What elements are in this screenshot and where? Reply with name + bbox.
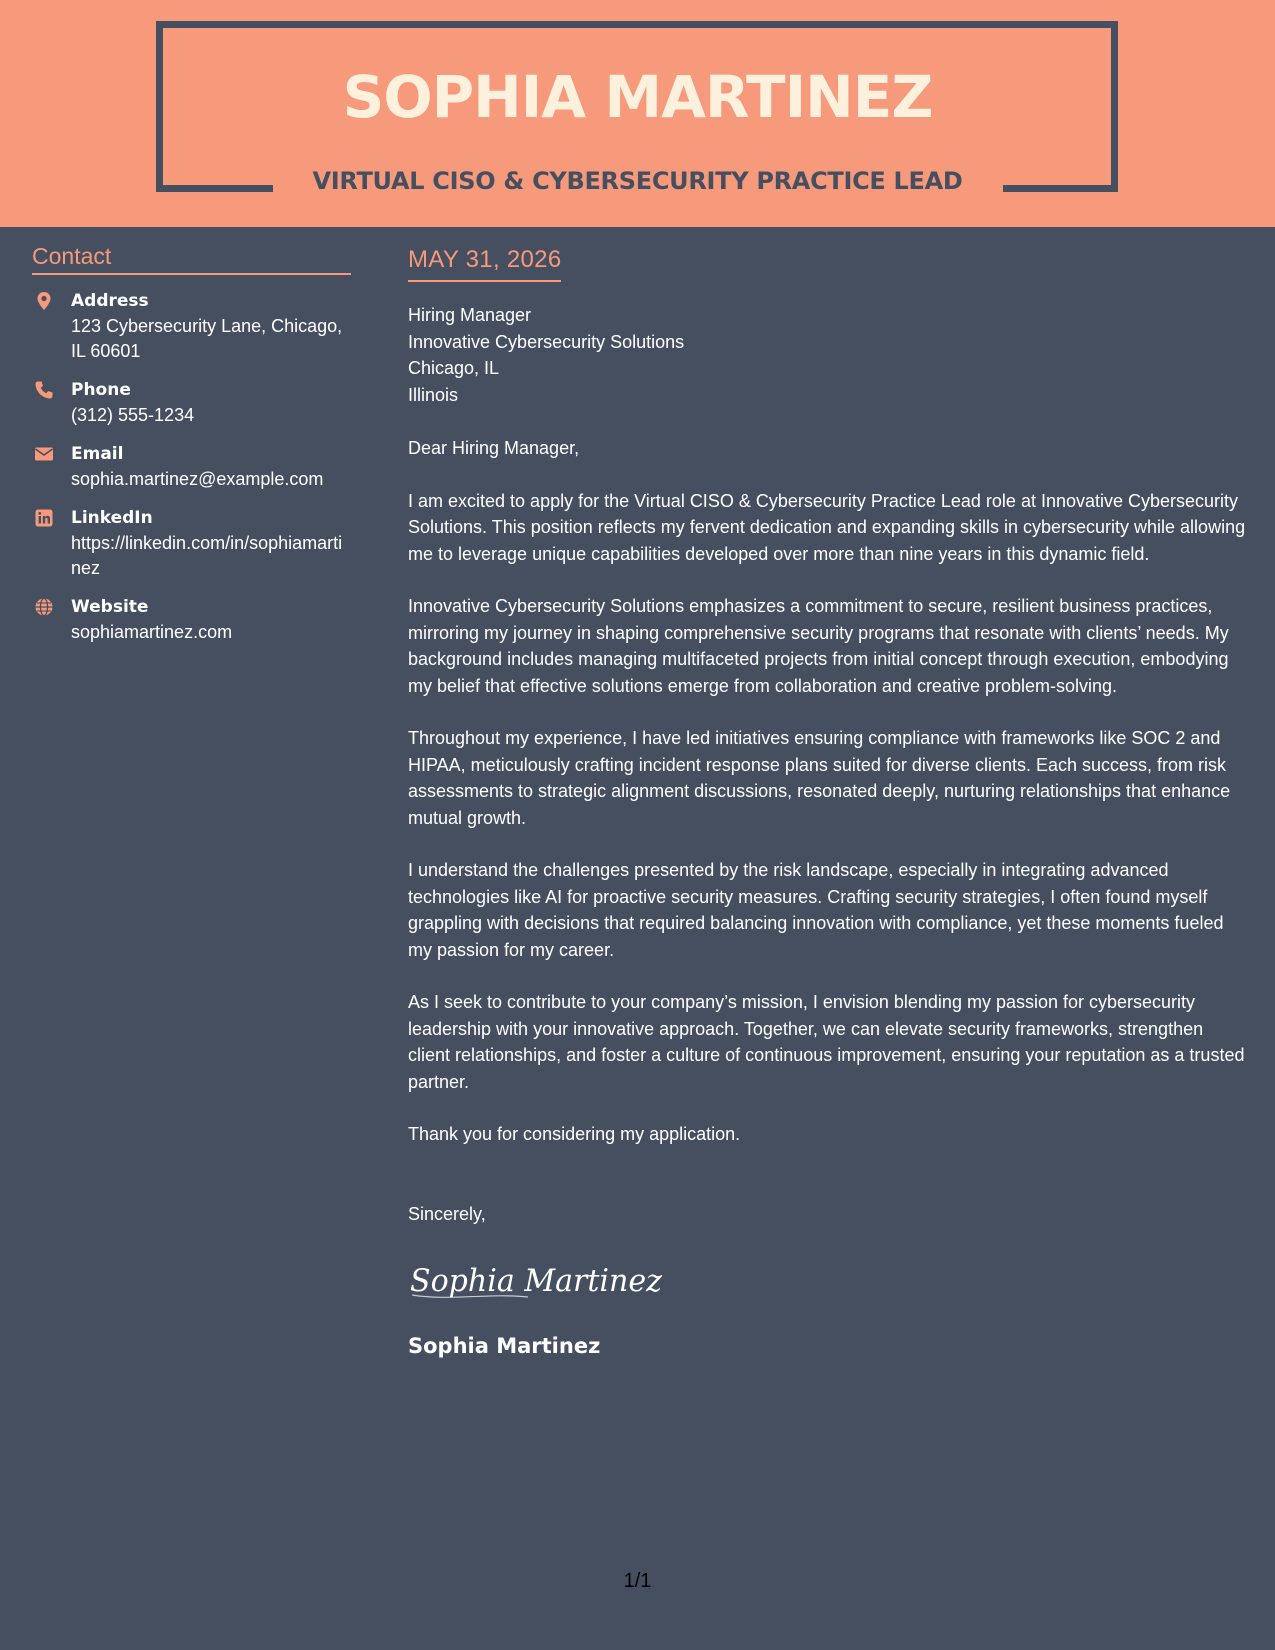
greeting: Dear Hiring Manager, [408, 438, 580, 458]
contact-email [32, 442, 351, 492]
letter-date: MAY 31, 2026 [408, 242, 561, 282]
contact-linkedin [32, 506, 351, 581]
header-frame [156, 21, 1118, 28]
contact-label: Phone [71, 380, 131, 400]
contact-label: Address [71, 291, 149, 311]
address-value: 123 Cybersecurity Lane, Chicago, IL 60601 [71, 316, 343, 361]
website-value[interactable]: sophiamartinez.com [71, 622, 233, 642]
job-title: VIRTUAL CISO & CYBERSECURITY PRACTICE LEAD [312, 167, 963, 195]
signed-name: Sophia Martinez [408, 1334, 601, 1358]
recipient-line: Illinois [408, 384, 459, 405]
paragraph: I am excited to apply for the Virtual CISO & Cybersecurity Practice Lead role at Innovative Cybersecurity Solutions. This position reflects my fervent dedication and expanding skills in cybersecurity while allowing me to leverage unique capabilities developed over more than nine years in this dynamic field. [408, 490, 1246, 564]
paragraph: Thank you for considering my application. [408, 1124, 741, 1144]
location-pin-icon [34, 291, 54, 311]
handwritten-signature [408, 1255, 668, 1305]
contact-phone [32, 378, 351, 428]
envelope-icon [34, 444, 54, 464]
page-number: 1/1 [623, 1570, 652, 1592]
contact-heading: Contact [32, 242, 351, 275]
contact-address [32, 289, 351, 364]
recipient-block [408, 302, 1246, 408]
applicant-name: SOPHIA MARTINEZ [342, 63, 933, 131]
contact-label: Website [71, 597, 149, 617]
paragraph: I understand the challenges presented by the risk landscape, especially in integrating advanced technologies like AI for proactive security measures. Crafting security strategies, I often found myself grappling with decisions that required balancing innovation with compliance, yet these moments fueled my passion for my career. [408, 860, 1224, 960]
letter-body [408, 242, 1246, 1360]
contact-website [32, 595, 351, 645]
linkedin-value[interactable]: https://linkedin.com/in/sophiamartinez [71, 533, 343, 578]
email-value[interactable]: sophia.martinez@example.com [71, 469, 324, 489]
contact-label: LinkedIn [71, 508, 153, 528]
signature-text: Sophia Martinez [410, 1263, 663, 1299]
paragraph: As I seek to contribute to your company’s mission, I envision blending my passion for cybersecurity leadership with your innovative approach. Together, we can elevate security frameworks, strengthen client relationships, and foster a culture of continuous improvement, ensuring your reputation as a trusted partner. [408, 992, 1245, 1092]
globe-icon [34, 597, 54, 617]
phone-icon [34, 380, 54, 400]
recipient-line: Chicago, IL [408, 358, 500, 378]
recipient-line: Innovative Cybersecurity Solutions [408, 331, 685, 352]
paragraph: Throughout my experience, I have led initiatives ensuring compliance with frameworks like SOC 2 and HIPAA, meticulously crafting incident response plans suited for diverse clients. Each success, from risk assessments to strategic alignment discussions, resonated deeply, nurturing relationships that enhance mutual growth. [408, 728, 1231, 828]
phone-value: (312) 555-1234 [71, 405, 195, 425]
paragraph: Innovative Cybersecurity Solutions emphasizes a commitment to secure, resilient business practices, mirroring my journey in shaping comprehensive security programs that resonate with clients’ needs. My background includes managing multifaceted projects from initial concept through execution, embodying my belief that effective solutions emerge from collaboration and creative problem-solving. [408, 596, 1229, 696]
linkedin-icon [34, 508, 54, 528]
recipient-line: Hiring Manager [408, 305, 532, 325]
closing: Sincerely, [408, 1203, 486, 1224]
contact-sidebar [32, 242, 351, 645]
contact-label: Email [71, 444, 124, 464]
header-banner [0, 0, 1275, 227]
